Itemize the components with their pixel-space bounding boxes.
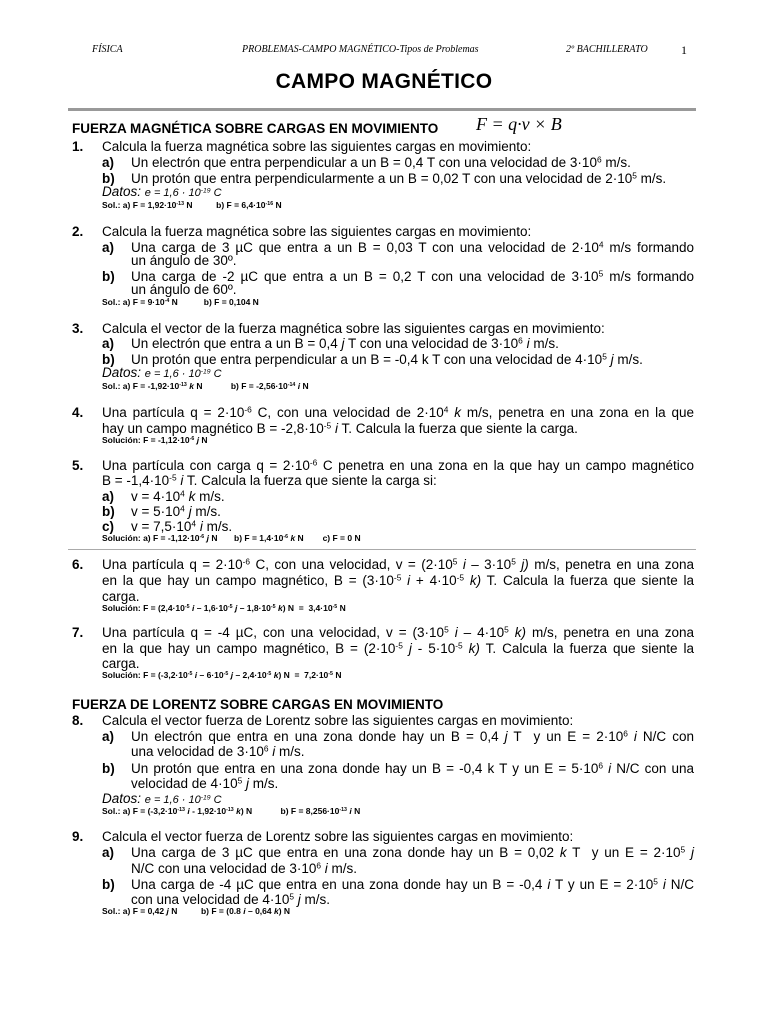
item-text: $v = 5\cdot 10^4$ j m/s. — [131, 503, 221, 519]
item-label: b) — [102, 269, 115, 284]
page-title: CAMPO MAGNÉTICO — [275, 70, 493, 93]
item-label: b) — [102, 171, 115, 186]
solution: Sol.: a) F = 0,42 j N b) F = (0.8 i – 0,64 k) N — [102, 906, 291, 916]
problem-statement: Calcula el vector fuerza de Lorentz sobre las siguientes cargas en movimiento: — [102, 829, 574, 844]
header-subject: FÍSICA — [92, 44, 123, 55]
problem-statement: Una partícula $q = 2\cdot 10^{-6}$ C, con una velocidad de $2\cdot 10^4$ k m/s, penetra en una zona en la que — [102, 404, 694, 420]
item-text: $v = 4\cdot 10^4$ k m/s. — [131, 488, 225, 504]
divider — [68, 549, 696, 550]
item-text: Una carga de -2 µC que entra a un B = 0,2 T con una velocidad de $3\cdot 10^5$ m/s formando — [131, 268, 694, 284]
problem-statement: carga. — [102, 589, 140, 604]
solution: Sol.: a) $F = -1,92\cdot 10^{-13}$ k N b) $F = -2,56\cdot 10^{-14}$ i N — [102, 381, 309, 391]
problem-number: 7. — [72, 625, 84, 640]
item-text: Una carga de 3 µC que entra a un B = 0,03 T con una velocidad de $2\cdot 10^4$ m/s formando — [131, 239, 694, 255]
solution: Sol.: a) $F = 1,92\cdot 10^{-13}$ N b) $F = 6,4\cdot 10^{-16}$ N — [102, 200, 282, 210]
problem-number: 8. — [72, 713, 84, 728]
problem-number: 1. — [72, 139, 84, 154]
problem-statement: en la que hay un campo magnético, $B = (2\cdot 10^{-5}$ $j - 5\cdot 10^{-5}$ k) T. Calcula la fuerza que siente la — [102, 640, 694, 656]
solution: Sol.: a) $F = 9\cdot 10^{-4}$ N b) F = 0,104 N — [102, 297, 259, 307]
title-divider — [68, 108, 696, 111]
problem-number: 5. — [72, 458, 84, 473]
solution: Solución: $F = (-3,2\cdot 10^{-5}$ $i - 6\cdot 10^{-5}$ $j - 2,4\cdot 10^{-5}$ k) $N = 7,2\cdot 10^{-5}$ N — [102, 670, 342, 680]
item-text: un ángulo de 30º. — [131, 253, 237, 268]
solution: Solución: $F = -1,12\cdot 10^{-6}$ j N — [102, 435, 208, 445]
problem-statement: $B = -1,4\cdot 10^{-5}$ i T. Calcula la fuerza que siente la carga si: — [102, 472, 437, 488]
item-label: a) — [102, 729, 115, 744]
section-heading-lorentz-force: FUERZA DE LORENTZ SOBRE CARGAS EN MOVIMIENTO — [72, 697, 444, 712]
problem-statement: Calcula la fuerza magnética sobre las siguientes cargas en movimiento: — [102, 224, 532, 239]
item-text: un ángulo de 60º. — [131, 282, 237, 297]
item-label: a) — [102, 489, 115, 504]
item-text: Un electrón que entra en una zona donde hay un B = 0,4 j T y un $E = 2\cdot 10^6$ i N/C con — [131, 728, 694, 744]
problem-statement: Una partícula q = -4 µC, con una velocidad, $v = (3\cdot 10^5$ $i - 4\cdot 10^5$ k) m/s, penetra en una zona — [102, 624, 694, 640]
problem-statement: carga. — [102, 656, 140, 671]
problem-statement: Una partícula $q = 2\cdot 10^{-6}$ C, con una velocidad, $v = (2\cdot 10^5$ $i - 3\cdot 10^5$ j) m/s, penetra en una zona — [102, 556, 694, 572]
item-text: con una velocidad de $4\cdot 10^5$ j m/s. — [131, 891, 331, 907]
solution: Solución: a) $F = -1,12\cdot 10^{-6}$ j N b) $F = 1,4\cdot 10^{-6}$ k N c) F = 0 N — [102, 533, 361, 543]
problem-number: 3. — [72, 321, 84, 336]
item-text: Un protón que entra en una zona donde hay un B = -0,4 k T y un $E = 5\cdot 10^6$ i N/C con una — [131, 760, 694, 776]
force-formula: F = q·v × B — [476, 114, 562, 134]
item-text: N/C con una velocidad de $3\cdot 10^6$ i m/s. — [131, 860, 358, 876]
item-label: a) — [102, 336, 115, 351]
item-text: Un protón que entra perpendicularmente a un B = 0,02 T con una velocidad de $2\cdot 10^5$ m/s. — [131, 170, 667, 186]
data-note: Datos: $e = 1,6 \cdot 10^{-19}$ C — [102, 184, 222, 199]
item-label: c) — [102, 519, 115, 534]
problem-statement: en la que hay un campo magnético, $B = (3\cdot 10^{-5}$ $i + 4\cdot 10^{-5}$ k) T. Calcula la fuerza que siente la — [102, 572, 694, 588]
problem-statement: Calcula el vector fuerza de Lorentz sobre las siguientes cargas en movimiento: — [102, 713, 574, 728]
header-course: 2º BACHILLERATO — [566, 44, 648, 55]
problem-statement: hay un campo magnético $B = -2,8\cdot 10^{-5}$ i T. Calcula la fuerza que siente la carga. — [102, 420, 578, 436]
header-center: PROBLEMAS-CAMPO MAGNÉTICO-Tipos de Problemas — [242, 44, 479, 55]
item-label: a) — [102, 240, 115, 255]
solution: Sol.: a) $F = (-3,2\cdot 10^{-13}$ $i - 1,92\cdot 10^{-13}$ k) N b) $F = 8,256\cdot 10^{-13}$ i N — [102, 806, 361, 816]
item-label: b) — [102, 352, 115, 367]
item-label: b) — [102, 504, 115, 519]
item-label: b) — [102, 877, 115, 892]
item-label: b) — [102, 761, 115, 776]
section-heading-magnetic-force: FUERZA MAGNÉTICA SOBRE CARGAS EN MOVIMIENTO — [72, 121, 439, 136]
problem-statement: Una partícula con carga $q = 2\cdot 10^{-6}$ C penetra en una zona en la que hay un campo magnético — [102, 457, 694, 473]
item-text: velocidad de $4\cdot 10^5$ j m/s. — [131, 775, 279, 791]
data-note: Datos: $e = 1,6 \cdot 10^{-19}$ C — [102, 365, 222, 380]
item-text: Un electrón que entra perpendicular a un B = 0,4 T con una velocidad de $3\cdot 10^6$ m/s. — [131, 154, 631, 170]
solution: Solución: $F = (2,4\cdot 10^{-5}$ $i - 1,6\cdot 10^{-5}$ $j - 1,8\cdot 10^{-5}$ k) $N = 3,4\cdot 10^{-5}$ N — [102, 603, 346, 613]
item-text: una velocidad de $3\cdot 10^6$ i m/s. — [131, 743, 305, 759]
problem-statement: Calcula la fuerza magnética sobre las siguientes cargas en movimiento: — [102, 139, 532, 154]
item-label: a) — [102, 155, 115, 170]
data-note: Datos: $e = 1,6 \cdot 10^{-19}$ C — [102, 791, 222, 806]
item-label: a) — [102, 845, 115, 860]
problem-number: 2. — [72, 224, 84, 239]
item-text: Un protón que entra perpendicular a un B = -0,4 k T con una velocidad de $4\cdot 10^5$ j m/s. — [131, 351, 643, 367]
page-number: 1 — [681, 43, 687, 57]
problem-number: 9. — [72, 829, 84, 844]
item-text: Una carga de 3 µC que entra en una zona donde hay un B = 0,02 k T y un $E = 2\cdot 10^5$ j — [131, 844, 694, 860]
item-text: $v = 7,5\cdot 10^4$ i m/s. — [131, 518, 233, 534]
problem-number: 4. — [72, 405, 84, 420]
problem-number: 6. — [72, 557, 84, 572]
item-text: Una carga de -4 µC que entra en una zona donde hay un B = -0,4 i T y un $E = 2\cdot 10^5$ i N/C — [131, 876, 694, 892]
item-text: Un electrón que entra a un B = 0,4 j T con una velocidad de $3\cdot 10^6$ i m/s. — [131, 335, 559, 351]
problem-statement: Calcula el vector de la fuerza magnética sobre las siguientes cargas en movimiento: — [102, 321, 605, 336]
